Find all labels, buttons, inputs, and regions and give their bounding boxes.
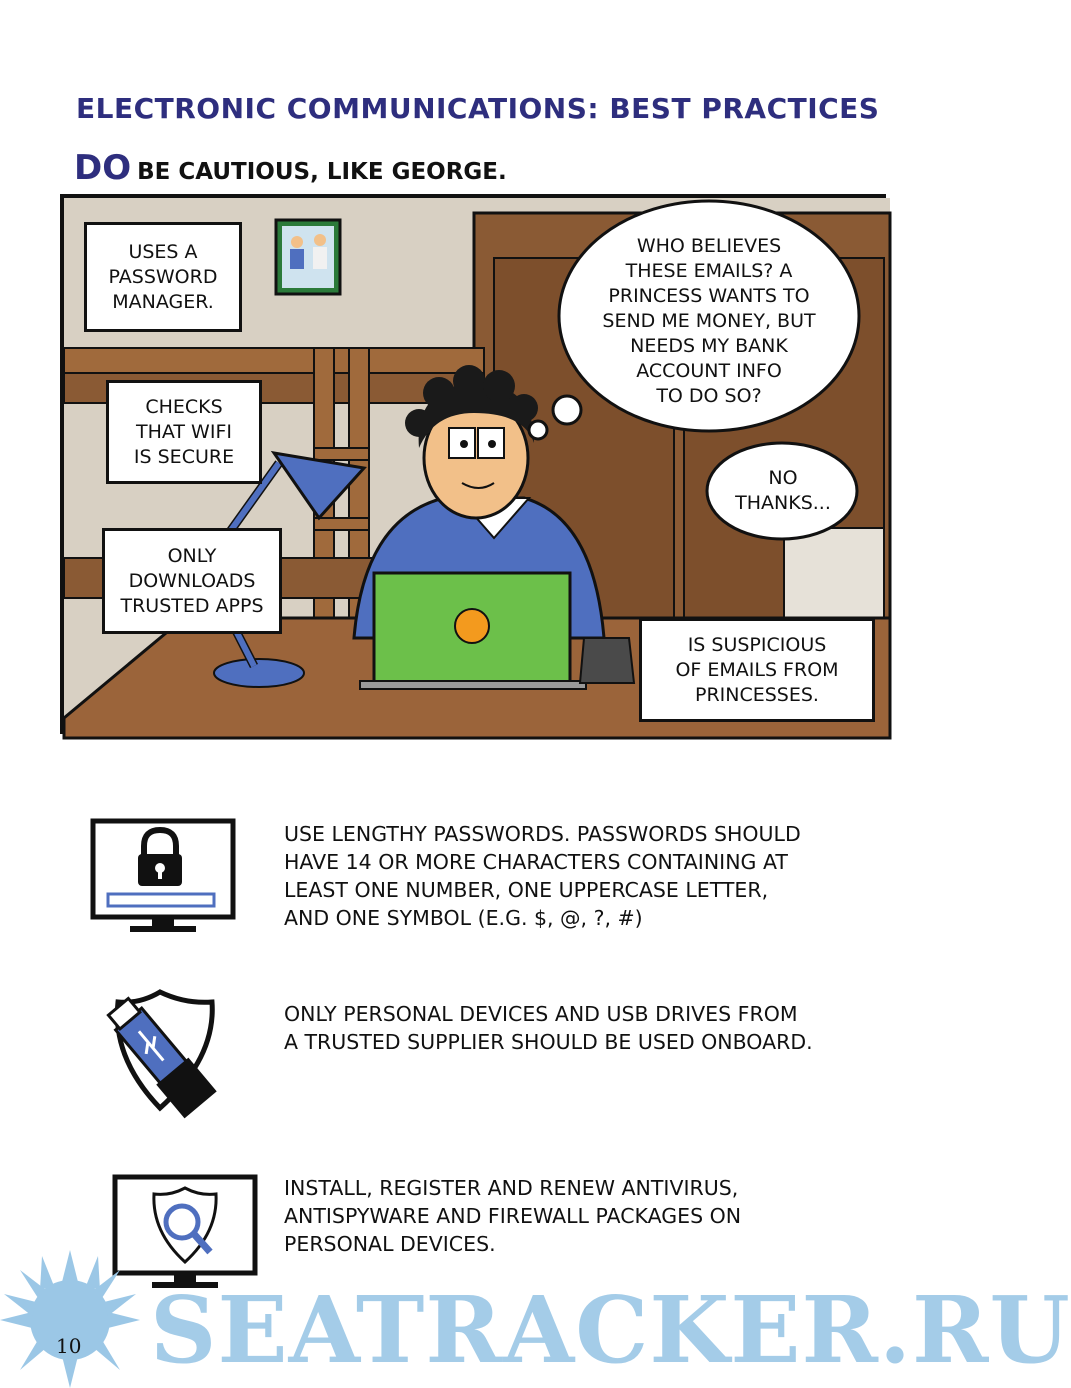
caption-suspicious: IS SUSPICIOUS OF EMAILS FROM PRINCESSES.: [639, 618, 875, 722]
watermark: SEATRACKER.RU: [150, 1276, 1071, 1384]
caption-password-manager: USES A PASSWORD MANAGER.: [84, 222, 242, 332]
tip-passwords: USE LENGTHY PASSWORDS. PASSWORDS SHOULD HAVE 14 OR MORE CHARACTERS CONTAINING AT LEAST ONE NUMBER, ONE UPPERCASE LETTER, AND ONE SYMBOL (E.G. $, @, ?, #): [284, 822, 801, 930]
do-line: [74, 148, 507, 188]
lock-monitor-icon: [90, 818, 236, 938]
do-word: DO: [74, 148, 132, 188]
thought-bubble-no-thanks: NO THANKS...: [735, 467, 831, 514]
caption-wifi: CHECKS THAT WIFI IS SECURE: [106, 380, 262, 484]
caption-downloads: ONLY DOWNLOADS TRUSTED APPS: [102, 528, 282, 634]
comic-panel: [60, 194, 886, 734]
sun-logo-icon: [0, 1250, 140, 1388]
thought-bubble-main: WHO BELIEVES THESE EMAILS? A PRINCESS WANTS TO SEND ME MONEY, BUT NEEDS MY BANK ACCOUNT INFO TO DO SO?: [602, 235, 816, 407]
tip-usb-devices: ONLY PERSONAL DEVICES AND USB DRIVES FROM A TRUSTED SUPPLIER SHOULD BE USED ONBOARD.: [284, 1002, 813, 1054]
do-statement: BE CAUTIOUS, LIKE GEORGE.: [137, 159, 507, 185]
page-heading: ELECTRONIC COMMUNICATIONS: BEST PRACTICES: [76, 92, 880, 125]
usb-shield-icon: [100, 988, 222, 1120]
tip-antivirus: INSTALL, REGISTER AND RENEW ANTIVIRUS, ANTISPYWARE AND FIREWALL PACKAGES ON PERSONAL DEVICES.: [284, 1176, 742, 1256]
page-number: 10: [56, 1334, 82, 1358]
